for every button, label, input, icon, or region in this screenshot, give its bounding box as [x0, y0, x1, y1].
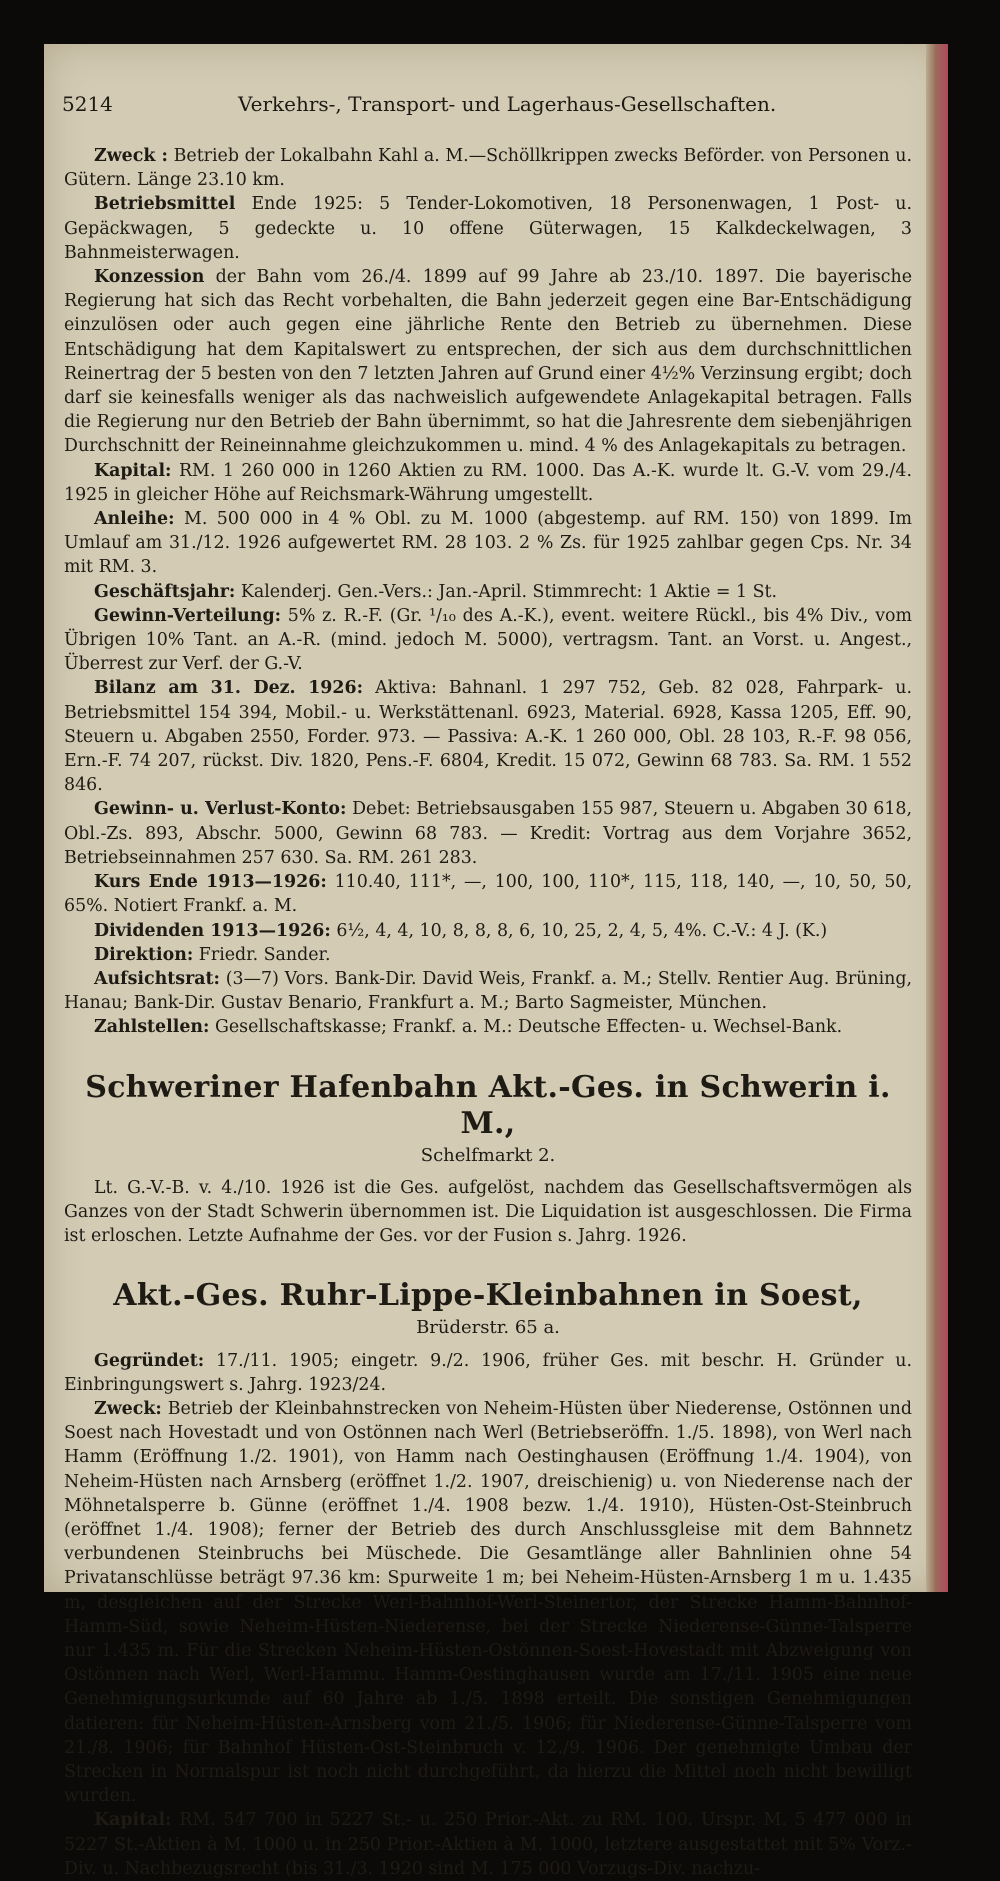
paragraph	[64, 1015, 912, 1039]
paragraph-label: Kapital:	[94, 460, 172, 481]
paragraph-label: Zweck:	[94, 1398, 162, 1419]
paragraph	[64, 507, 912, 580]
running-title: Verkehrs-, Transport- und Lagerhaus-Gesellschaften.	[238, 92, 777, 116]
paragraph-label: Kapital:	[94, 1810, 172, 1831]
paragraph	[64, 144, 912, 192]
paragraph-label: Konzession	[94, 267, 205, 288]
paragraph-text: RM. 547 700 in 5227 St.- u. 250 Prior.-Akt. zu RM. 100. Urspr. M. 5 477 000 in 5227 St.-Aktien à M. 1000 u. in 250 Prior.-Aktien à M. 1000, letztere ausgestattet mit 5% Vorz.-Div. u. Nachbezugsrecht (bis 31./3. 1920 sind M. 175 000 Vorzugs-Div. nachzu-	[64, 1810, 912, 1879]
paragraph	[64, 676, 912, 797]
book-page	[44, 44, 948, 1879]
paragraph-label: Zahlstellen:	[94, 1017, 210, 1038]
entry-kahl-section	[64, 144, 912, 1040]
paragraph	[64, 265, 912, 459]
paragraph-text: Kalenderj. Gen.-Vers.: Jan.-April. Stimmrecht: 1 Aktie = 1 St.	[235, 581, 778, 602]
paragraph-text: Gesellschaftskasse; Frankf. a. M.: Deutsche Effecten- u. Wechsel-Bank.	[209, 1017, 843, 1038]
page-spine-edge	[926, 44, 948, 1592]
paragraph	[64, 797, 912, 870]
paragraph-label: Bilanz am 31. Dez. 1926:	[94, 678, 364, 699]
paragraph	[64, 1397, 912, 1808]
paragraph	[64, 459, 912, 507]
paragraph	[64, 1808, 912, 1881]
paragraph-label: Geschäftsjahr:	[94, 581, 236, 602]
paragraph-text: RM. 1 260 000 in 1260 Aktien zu RM. 1000. Das A.-K. wurde lt. G.-V. vom 29./4. 1925 in gleicher Höhe auf Reichsmark-Währung umgestellt.	[64, 460, 912, 505]
section-address-ruhr-lippe: Brüderstr. 65 a.	[416, 1317, 560, 1339]
page-number: 5214	[62, 92, 113, 116]
paragraph-label: Zweck :	[94, 146, 168, 166]
paragraph-text: Ende 1925: 5 Tender-Lokomotiven, 18 Personenwagen, 1 Post- u. Gepäckwagen, 5 gedeckte u. 10 offene Güterwagen, 15 Kalkdeckelwagen, 3 Bahnmeisterwagen.	[64, 194, 912, 263]
paragraph-label: Gegründet:	[94, 1350, 205, 1371]
paragraph-schweriner: Lt. G.-V.-B. v. 4./10. 1926 ist die Ges. aufgelöst, nachdem das Gesellschaftsvermögen als Ganzes von der Stadt Schwerin übernommen ist. Die Liquidation ist ausgeschlossen. Die Firma ist erloschen. Letzte Aufnahme der Ges. vor der Fusion s. Jahrg. 1926.	[64, 1177, 912, 1247]
paragraph-label: Aufsichtsrat:	[94, 968, 220, 989]
paragraph-text: Debet: Betriebsausgaben 155 987, Steuern u. Abgaben 30 618, Obl.-Zs. 893, Abschr. 5000, Gewinn 68 783. — Kredit: Vortrag aus dem Vorjahre 3652, Betriebseinnahmen 257 630. Sa. RM. 261 283.	[64, 799, 913, 868]
paragraph-label: Gewinn- u. Verlust-Konto:	[94, 799, 347, 820]
paragraph	[64, 604, 912, 677]
paragraph-text: der Bahn vom 26./4. 1899 auf 99 Jahre ab 23./10. 1897. Die bayerische Regierung hat sich das Recht vorbehalten, die Bahn jederzeit gegen eine Bar-Entschädigung einzulösen oder auch gegen eine jährliche Rente den Betrieb zu übernehmen. Diese Entschädigung hat dem Kapitalswert zu entsprechen, der sich aus dem durchschnittlichen Reinertrag der 5 besten von den 7 letzten Jahren auf Grund einer 4½% Verzinsung ergibt; doch darf sie keinesfalls weniger als das nachweislich aufgewendete Anlagekapital betragen. Falls die Regierung nur den Betrieb der Bahn übernimmt, so hat die Jahresrente dem siebenjährigen Durchschnitt der Reineinnahme gleichzukommen u. mind. 4 % des Anlagekapitals zu betragen.	[64, 267, 912, 457]
paragraph-label: Anleihe:	[94, 509, 175, 530]
paragraph-label: Dividenden 1913—1926:	[94, 920, 331, 941]
paragraph-text: Aktiva: Bahnanl. 1 297 752, Geb. 82 028, Fahrpark- u. Betriebsmittel 154 394, Mobil.- u. Werkstättenanl. 6923, Material. 6928, Kassa 1205, Eff. 90, Steuern u. Abgaben 2550, Forder. 973. — Passiva: A.-K. 1 260 000, Obl. 28 103, R.-F. 98 056, Ern.-F. 74 207, rückst. Div. 1820, Pens.-F. 6804, Kredit. 15 072, Gewinn 68 783. Sa. RM. 1 552 846.	[64, 678, 912, 796]
paragraph-text: Betrieb der Lokalbahn Kahl a. M.—Schöllkrippen zwecks Beförder. von Personen u. Gütern. Länge 23.10 km.	[64, 146, 912, 191]
paragraph-text: M. 500 000 in 4 % Obl. zu M. 1000 (abgestemp. auf RM. 150) von 1899. Im Umlauf am 31./12. 1926 aufgewertet RM. 28 103. 2 % Zs. für 1925 zahlbar gegen Cps. Nr. 34 mit RM. 3.	[64, 509, 912, 578]
section-title-schweriner: Schweriner Hafenbahn Akt.-Ges. in Schwerin i. M.,	[85, 1069, 891, 1141]
paragraph-label: Direktion:	[94, 944, 194, 965]
paragraph-text: (3—7) Vors. Bank-Dir. David Weis, Frankf. a. M.; Stellv. Rentier Aug. Brüning, Hanau; Bank-Dir. Gustav Benario, Frankfurt a. M.; Barto Sagmeister, München.	[64, 968, 912, 1014]
paragraph	[64, 943, 912, 967]
paragraph	[64, 919, 912, 943]
section-title-ruhr-lippe: Akt.-Ges. Ruhr-Lippe-Kleinbahnen in Soest,	[113, 1278, 863, 1314]
paragraph	[64, 1349, 912, 1397]
paragraph-text: 6½, 4, 4, 10, 8, 8, 8, 6, 10, 25, 2, 4, 5, 4%. C.-V.: 4 J. (K.)	[330, 920, 828, 941]
section-address-schweriner: Schelfmarkt 2.	[420, 1144, 556, 1166]
page-content	[64, 144, 912, 1881]
paragraph-label: Kurs Ende 1913—1926:	[94, 872, 327, 893]
paragraph	[64, 192, 912, 265]
entry-ruhr-lippe-section	[64, 1349, 912, 1881]
paragraph-label: Gewinn-Verteilung:	[94, 605, 282, 626]
paragraph-text: Friedr. Sander.	[193, 944, 331, 965]
paragraph-label: Betriebsmittel	[94, 194, 236, 215]
paragraph-text: 17./11. 1905; eingetr. 9./2. 1906, früher Ges. mit beschr. H. Gründer u. Einbringungswert s. Jahrg. 1923/24.	[64, 1350, 912, 1395]
paragraph	[64, 870, 912, 918]
paragraph-text: Betrieb der Kleinbahnstrecken von Neheim-Hüsten über Niederense, Ostönnen und Soest nach Hovestadt und von Ostönnen nach Werl (Betriebseröffn. 1./5. 1898), von Werl nach Hamm (Eröffnung 1./2. 1901), von Hamm nach Oestinghausen (Eröffnung 1./4. 1904), von Neheim-Hüsten nach Arnsberg (eröffnet 1./2. 1907, dreischienig) u. von Niederense nach der Möhnetalsperre b. Günne (eröffnet 1./4. 1908 bezw. 1./4. 1910), Hüsten-Ost-Steinbruch (eröffnet 1./4. 1908); ferner der Betrieb des durch Anschlussgleise mit dem Bahnnetz verbundenen Steinbruchs bei Müschede. Die Gesamtlänge aller Bahnlinien ohne 54 Privatanschlüsse beträgt 97.36 km: Spurweite 1 m; bei Neheim-Hüsten-Arnsberg 1 m u. 1.435 m, desgleichen auf der Strecke Werl-Bahnhof-Werl-Steinertor, der Strecke Hamm-Bahnhof-Hamm-Süd, sowie Neheim-Hüsten-Niederense, bei der Strecke Niederense-Günne-Talsperre nur 1.435 m. Für die Strecken Neheim-Hüsten-Ostönnen-Soest-Hovestadt mit Abzweigung von Ostönnen nach Werl, Werl-Hammu. Hamm-Oestinghausen wurde am 17./11. 1905 eine neue Genehmigungsurkunde auf 60 Jahre ab 1./5. 1898 erteilt. Die sonstigen Genehmigungen datieren: für Neheim-Hüsten-Arnsberg vom 21./5. 1906; für Niederense-Günne-Talsperre vom 21./8. 1906; für Bahnhof Hüsten-Ost-Steinbruch v. 12./9. 1906. Der genehmigte Umbau der Strecken in Normalspur ist noch nicht durchgeführt, da hierzu die Mittel noch nicht bewilligt wurden.	[64, 1398, 912, 1807]
paragraph	[64, 967, 912, 1015]
paragraph	[64, 580, 912, 604]
paragraph-text: 110.40, 111*, —, 100, 100, 110*, 115, 118, 140, —, 10, 50, 50, 65%. Notiert Frankf. a. M.	[64, 872, 912, 917]
paragraph-text: 5% z. R.-F. (Gr. ¹/₁₀ des A.-K.), event. weitere Rückl., bis 4% Div., vom Übrigen 10% Tant. an A.-R. (mind. jedoch M. 5000), vertragsm. Tant. an Vorst. u. Angest., Überrest zur Verf. der G.-V.	[64, 605, 912, 675]
